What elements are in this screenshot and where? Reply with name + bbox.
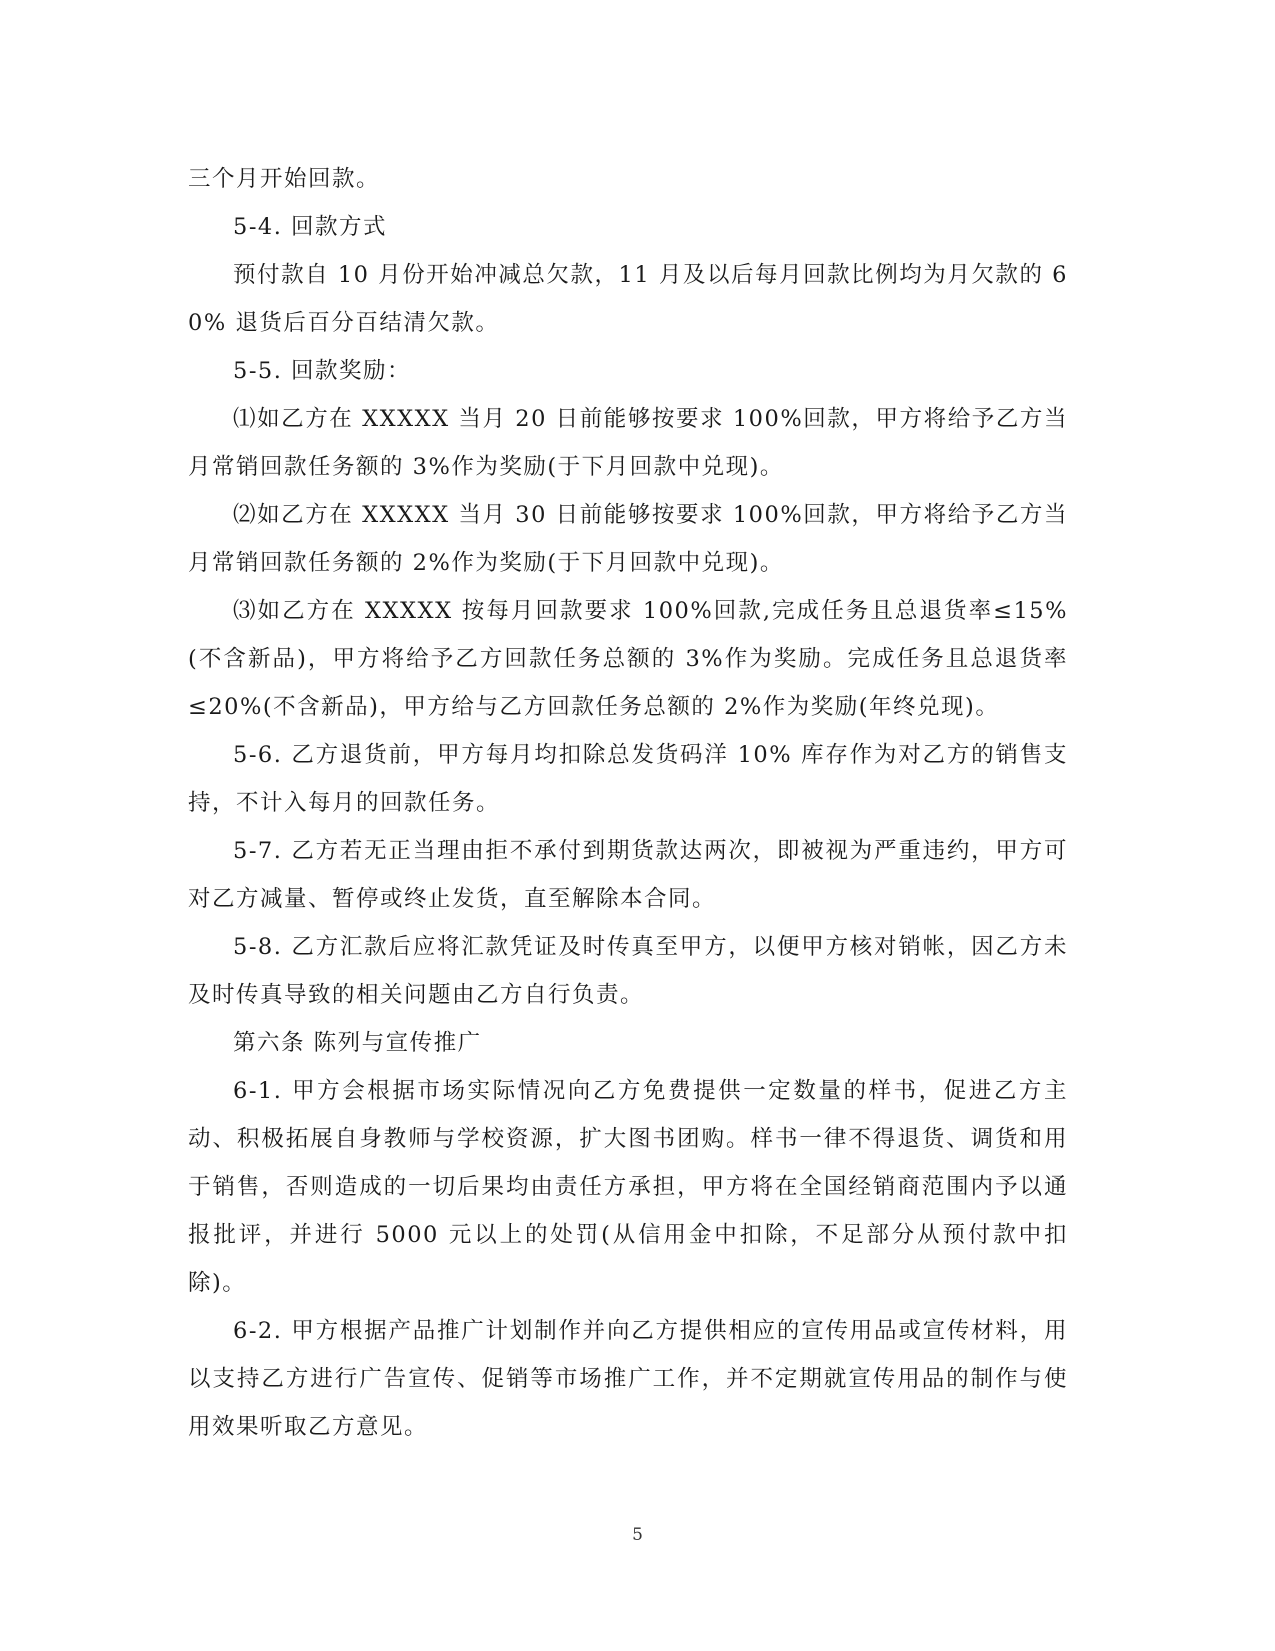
paragraph-5-7: 5-7. 乙方若无正当理由拒不承付到期货款达两次，即被视为严重违约，甲方可对乙方减量、暂停或终止发货，直至解除本合同。: [188, 838, 1068, 912]
paragraph-5-5-item-2: ⑵如乙方在 XXXXX 当月 30 日前能够按要求 100%回款，甲方将给予乙方当月常销回款任务额的 2%作为奖励(于下月回款中兑现)。: [188, 502, 1068, 576]
paragraph-1: 三个月开始回款。: [188, 166, 381, 192]
paragraph-5-4-body: 预付款自 10 月份开始冲减总欠款，11 月及以后每月回款比例均为月欠款的 60% 退货后百分百结清欠款。: [188, 262, 1068, 336]
paragraph-5-6: 5-6. 乙方退货前，甲方每月均扣除总发货码洋 10% 库存作为对乙方的销售支持，不计入每月的回款任务。: [188, 742, 1068, 816]
section-heading-5-5: 5-5. 回款奖励：: [233, 358, 412, 384]
paragraph-5-8: 5-8. 乙方汇款后应将汇款凭证及时传真至甲方，以便甲方核对销帐，因乙方未及时传真导致的相关问题由乙方自行负责。: [188, 934, 1068, 1008]
section-heading-5-4: 5-4. 回款方式: [233, 214, 388, 240]
paragraph-5-5-item-1: ⑴如乙方在 XXXXX 当月 20 日前能够按要求 100%回款，甲方将给予乙方当月常销回款任务额的 3%作为奖励(于下月回款中兑现)。: [188, 406, 1068, 480]
page-number: 5: [632, 1525, 643, 1545]
paragraph-5-5-item-3: ⑶如乙方在 XXXXX 按每月回款要求 100%回款,完成任务且总退货率≤15%(不含新品)，甲方将给予乙方回款任务总额的 3%作为奖励。完成任务且总退货率≤20%(不含新品)，甲方给与乙方回款任务总额的 2%作为奖励(年终兑现)。: [188, 598, 1068, 720]
paragraph-6-2: 6-2. 甲方根据产品推广计划制作并向乙方提供相应的宣传用品或宣传材料，用以支持乙方进行广告宣传、促销等市场推广工作，并不定期就宣传用品的制作与使用效果听取乙方意见。: [188, 1318, 1068, 1440]
paragraph-6-1: 6-1. 甲方会根据市场实际情况向乙方免费提供一定数量的样书，促进乙方主动、积极拓展自身教师与学校资源，扩大图书团购。样书一律不得退货、调货和用于销售，否则造成的一切后果均由责任方承担，甲方将在全国经销商范围内予以通报批评，并进行 5000 元以上的处罚(从信用金中扣除，不足部分从预付款中扣除)。: [188, 1078, 1068, 1296]
document-body: [188, 155, 1068, 1451]
article-6-heading: 第六条 陈列与宣传推广: [233, 1030, 482, 1056]
